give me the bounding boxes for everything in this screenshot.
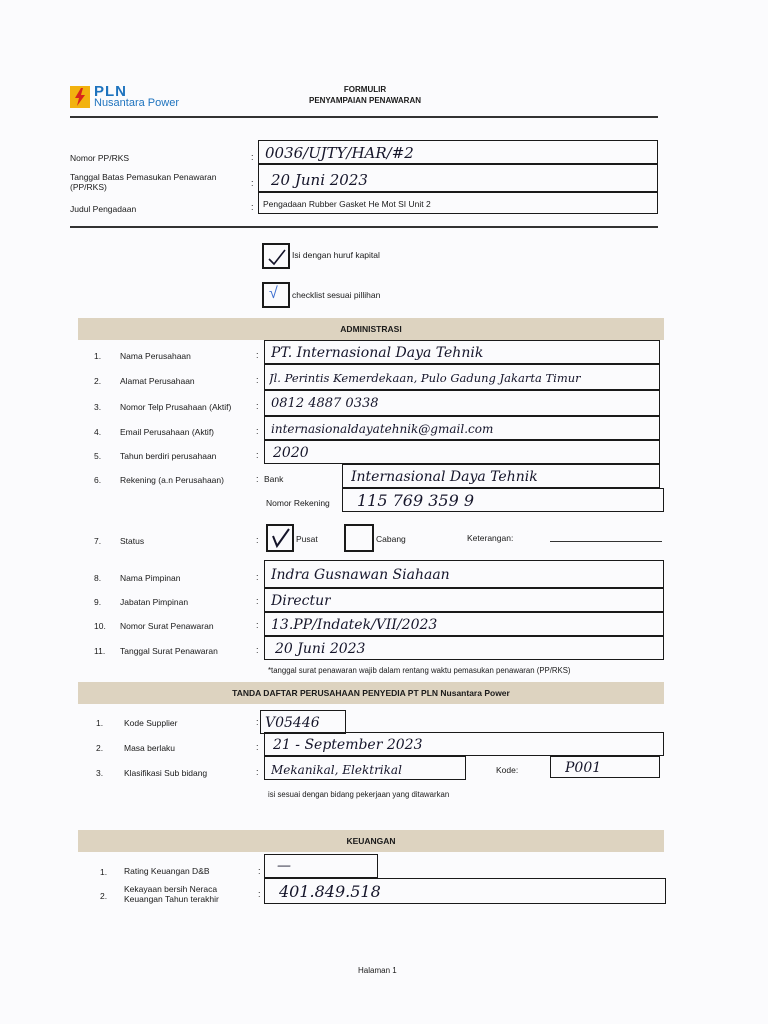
admin-row-label: Tanggal Surat Penawaran	[120, 646, 218, 656]
nomor-value: 0036/UJTY/HAR/#2	[265, 144, 414, 162]
top-fields-divider	[70, 226, 658, 228]
admin-row-label: Nama Pimpinan	[120, 573, 181, 583]
check-legend-box	[262, 282, 290, 308]
nomor-rekening-field[interactable]	[342, 488, 664, 512]
colon: :	[256, 401, 259, 411]
tanggal-label-2: (PP/RKS)	[70, 182, 107, 192]
nama-perusahaan-field[interactable]	[264, 340, 660, 364]
tanggal-surat-field[interactable]	[264, 636, 664, 660]
page-number: Halaman 1	[358, 966, 397, 975]
checkmark-icon	[265, 246, 289, 268]
jabatan-value: Directur	[271, 593, 331, 609]
kekayaan-field[interactable]	[264, 878, 666, 904]
tdp-row-no: 1.	[96, 718, 104, 728]
tanggal-footnote: *tanggal surat penawaran wajib dalam rentang waktu pemasukan penawaran (PP/RKS)	[268, 666, 571, 675]
caps-legend-note: Isi dengan huruf kapital	[292, 250, 380, 260]
colon: :	[256, 375, 259, 385]
bank-label: Bank	[264, 474, 284, 484]
colon: :	[256, 474, 259, 484]
caps-legend-box	[262, 243, 290, 269]
form-title	[250, 84, 480, 106]
admin-row-no: 10.	[94, 621, 106, 631]
colon: :	[256, 535, 259, 545]
status-label: Status	[120, 536, 145, 546]
nama-perusahaan-value: PT. Internasional Daya Tehnik	[271, 345, 484, 361]
keterangan-label: Keterangan:	[467, 533, 514, 543]
colon: :	[256, 350, 259, 360]
telp-field[interactable]	[264, 390, 660, 416]
cabang-checkbox[interactable]	[344, 524, 374, 552]
colon: :	[256, 742, 259, 752]
admin-row-label: Alamat Perusahaan	[120, 376, 195, 386]
kode-supplier-value: V05446	[265, 715, 320, 731]
header-divider	[70, 116, 658, 118]
telp-value: 0812 4887 0338	[271, 396, 379, 411]
colon: :	[251, 202, 254, 212]
check-legend-mark: √	[269, 285, 278, 302]
admin-row-label: Nomor Telp Prusahaan (Aktif)	[120, 402, 232, 412]
judul-value: Pengadaan Rubber Gasket He Mot SI Unit 2	[263, 199, 431, 209]
admin-row-no: 8.	[94, 573, 102, 583]
admin-row-no: 4.	[94, 427, 102, 437]
colon: :	[258, 889, 261, 899]
keuangan-header: KEUANGAN	[78, 830, 664, 852]
kode-supplier-field[interactable]	[260, 710, 346, 734]
kekayaan-label-1: Kekayaan bersih Neraca	[124, 884, 218, 894]
kekayaan-value: 401.849.518	[279, 883, 381, 901]
admin-row-no: 5.	[94, 451, 102, 461]
colon: :	[256, 620, 259, 630]
administrasi-header: ADMINISTRASI	[78, 318, 664, 340]
nomor-surat-value: 13.PP/Indatek/VII/2023	[271, 617, 438, 633]
keu-row-no: 2.	[100, 891, 108, 901]
masa-berlaku-label: Masa berlaku	[124, 743, 176, 753]
tahun-value: 2020	[273, 445, 309, 461]
colon: :	[256, 450, 259, 460]
admin-row-label: Jabatan Pimpinan	[120, 597, 189, 607]
colon: :	[256, 572, 259, 582]
colon: :	[256, 596, 259, 606]
kode2-field[interactable]	[550, 756, 660, 778]
check-legend-note: checklist sesuai pillihan	[292, 290, 381, 300]
tanggal-field[interactable]	[258, 164, 658, 192]
admin-row-no: 9.	[94, 597, 102, 607]
kode2-value: P001	[565, 760, 602, 776]
nama-pimpinan-value: Indra Gusnawan Siahaan	[271, 567, 450, 583]
tanggal-label-1: Tanggal Batas Pemasukan Penawaran	[70, 172, 217, 182]
kode-supplier-label: Kode Supplier	[124, 718, 178, 728]
colon: :	[256, 717, 259, 727]
admin-row-no: 7.	[94, 536, 102, 546]
tdp-row-no: 2.	[96, 743, 104, 753]
keu-row-no: 1.	[100, 867, 108, 877]
keterangan-line[interactable]	[550, 541, 662, 542]
rating-field[interactable]	[264, 854, 378, 878]
admin-row-no: 11.	[94, 646, 106, 656]
email-field[interactable]	[264, 416, 660, 440]
kode2-label: Kode:	[496, 765, 519, 775]
admin-row-no: 1.	[94, 351, 102, 361]
colon: :	[256, 645, 259, 655]
bolt-icon	[70, 86, 90, 108]
masa-berlaku-value: 21 - September 2023	[273, 737, 423, 753]
alamat-field[interactable]	[264, 364, 660, 390]
judul-field[interactable]	[258, 192, 658, 214]
logo-text: PLN	[94, 83, 127, 100]
form-title-line2: PENYAMPAIAN PENAWARAN	[308, 96, 421, 105]
nomor-surat-field[interactable]	[264, 612, 664, 636]
pln-logo	[70, 83, 210, 112]
bank-field[interactable]	[342, 464, 660, 488]
judul-label: Judul Pengadaan	[70, 204, 137, 214]
colon: :	[251, 152, 254, 162]
colon: :	[251, 178, 254, 188]
tdp-row-no: 3.	[96, 768, 104, 778]
admin-row-label: Email Perusahaan (Aktif)	[120, 427, 215, 437]
masa-berlaku-field[interactable]	[264, 732, 664, 756]
tanggal-surat-value: 20 Juni 2023	[275, 641, 366, 657]
kekayaan-label-2: Keuangan Tahun terakhir	[124, 894, 219, 904]
colon: :	[258, 866, 261, 876]
pusat-checkbox[interactable]	[266, 524, 294, 552]
admin-row-no: 2.	[94, 376, 102, 386]
nomor-rekening-value: 115 769 359 9	[357, 492, 475, 510]
logo-subtext: Nusantara Power	[94, 97, 179, 109]
klasifikasi-value: Mekanikal, Elektrikal	[271, 763, 402, 777]
tahun-field[interactable]	[264, 440, 660, 464]
tanggal-value: 20 Juni 2023	[271, 171, 368, 189]
email-value: internasionaldayatehnik@gmail.com	[271, 422, 494, 436]
nomor-field[interactable]	[258, 140, 658, 164]
admin-row-label: Nama Perusahaan	[120, 351, 191, 361]
klasifikasi-field[interactable]	[264, 756, 466, 780]
tdp-note: isi sesuai dengan bidang pekerjaan yang ditawarkan	[268, 790, 450, 799]
rekening-label: Rekening (a.n Perusahaan)	[120, 475, 224, 485]
admin-row-no: 6.	[94, 475, 102, 485]
colon: :	[256, 426, 259, 436]
nama-pimpinan-field[interactable]	[264, 560, 664, 588]
cabang-label: Cabang	[376, 534, 406, 544]
rating-label: Rating Keuangan D&B	[124, 866, 210, 876]
klasifikasi-label: Klasifikasi Sub bidang	[124, 768, 208, 778]
jabatan-field[interactable]	[264, 588, 664, 612]
colon: :	[256, 767, 259, 777]
bank-value: Internasional Daya Tehnik	[351, 469, 538, 485]
form-title-line1: FORMULIR	[343, 85, 387, 94]
alamat-value: Jl. Perintis Kemerdekaan, Pulo Gadung Jakarta Timur	[269, 371, 581, 385]
rating-value: —	[277, 858, 291, 874]
admin-row-no: 3.	[94, 402, 102, 412]
pusat-label: Pusat	[296, 534, 318, 544]
admin-row-label: Nomor Surat Penawaran	[120, 621, 214, 631]
nomor-rekening-label: Nomor Rekening	[266, 498, 330, 508]
admin-row-label: Tahun berdiri perusahaan	[120, 451, 217, 461]
checkmark-icon	[268, 526, 292, 550]
nomor-label: Nomor PP/RKS	[70, 153, 130, 163]
tdp-header: TANDA DAFTAR PERUSAHAAN PENYEDIA PT PLN Nusantara Power	[78, 682, 664, 704]
